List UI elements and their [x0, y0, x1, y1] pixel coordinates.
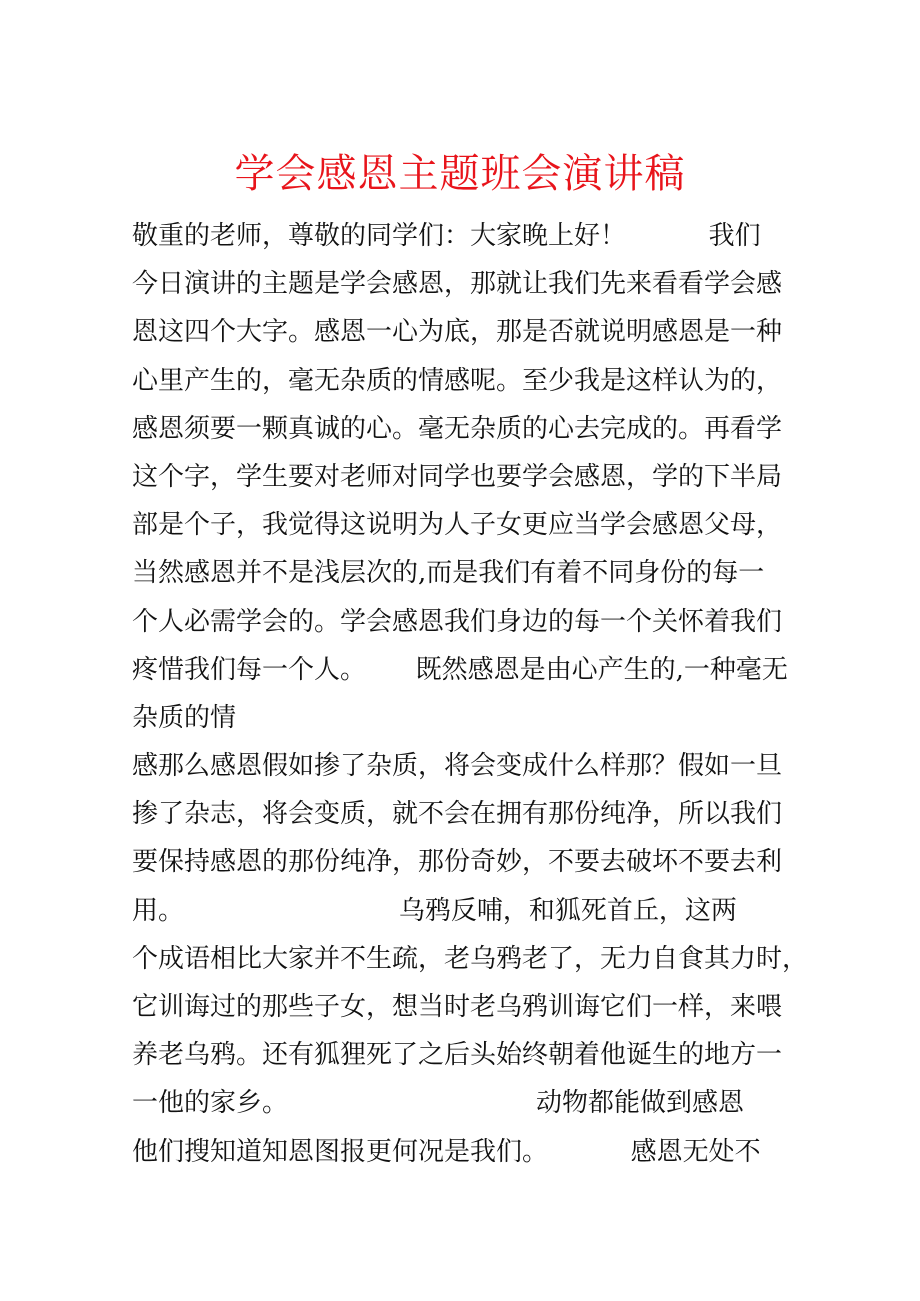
text-line: 今日演讲的主题是学会感恩，那就让我们先来看看学会感	[132, 269, 783, 300]
text-line: 杂质的情	[132, 702, 237, 733]
text-line: 它训诲过的那些子女，想当时老乌鸦训诲它们一样，来喂	[132, 992, 783, 1022]
text-line: 这个字，学生要对老师对同学也要学会感恩，学的下半局	[132, 461, 783, 492]
text-line: 感那么感恩假如掺了杂质，将会变成什么样那？假如一旦	[132, 751, 783, 782]
text-line: 部是个子，我觉得这说明为人子女更应当学会感恩父母，	[132, 510, 783, 541]
text-line: 要保持感恩的那份纯净，那份奇妙，不要去破坏不要去利	[132, 847, 783, 878]
text-line: 一他的家乡。 动物都能做到感恩	[132, 1088, 744, 1119]
text-line: 个人必需学会的。学会感恩我们身边的每一个关怀着我们	[132, 606, 783, 637]
document-body	[132, 212, 822, 1176]
text-line: 当然感恩并不是浅层次的,而是我们有着不同身份的每一	[132, 558, 765, 589]
document-title: 学会感恩主题班会演讲稿	[234, 151, 686, 197]
text-line: 个成语相比大家并不生疏，老乌鸦老了，无力自食其力时，	[132, 943, 809, 974]
text-line: 他们搜知道知恩图报更何况是我们。 感恩无处不	[132, 1136, 761, 1167]
text-line: 用。 乌鸦反哺，和狐死首丘，这两	[132, 895, 737, 926]
text-line: 养老乌鸦。还有狐狸死了之后头始终朝着他诞生的地方一	[132, 1040, 783, 1071]
text-line: 掺了杂志，将会变质，就不会在拥有那份纯净，所以我们	[132, 799, 783, 830]
text-line: 恩这四个大字。感恩一心为底，那是否就说明感恩是一种	[132, 317, 783, 348]
text-line: 疼惜我们每一个人。 既然感恩是由心产生的,一种毫无	[132, 654, 788, 685]
text-line: 敬重的老师，尊敬的同学们：大家晚上好！ 我们	[132, 221, 761, 251]
text-line: 感恩须要一颗真诚的心。毫无杂质的心去完成的。再看学	[132, 413, 783, 444]
text-line: 心里产生的，毫无杂质的情感呢。至少我是这样认为的，	[132, 365, 783, 396]
